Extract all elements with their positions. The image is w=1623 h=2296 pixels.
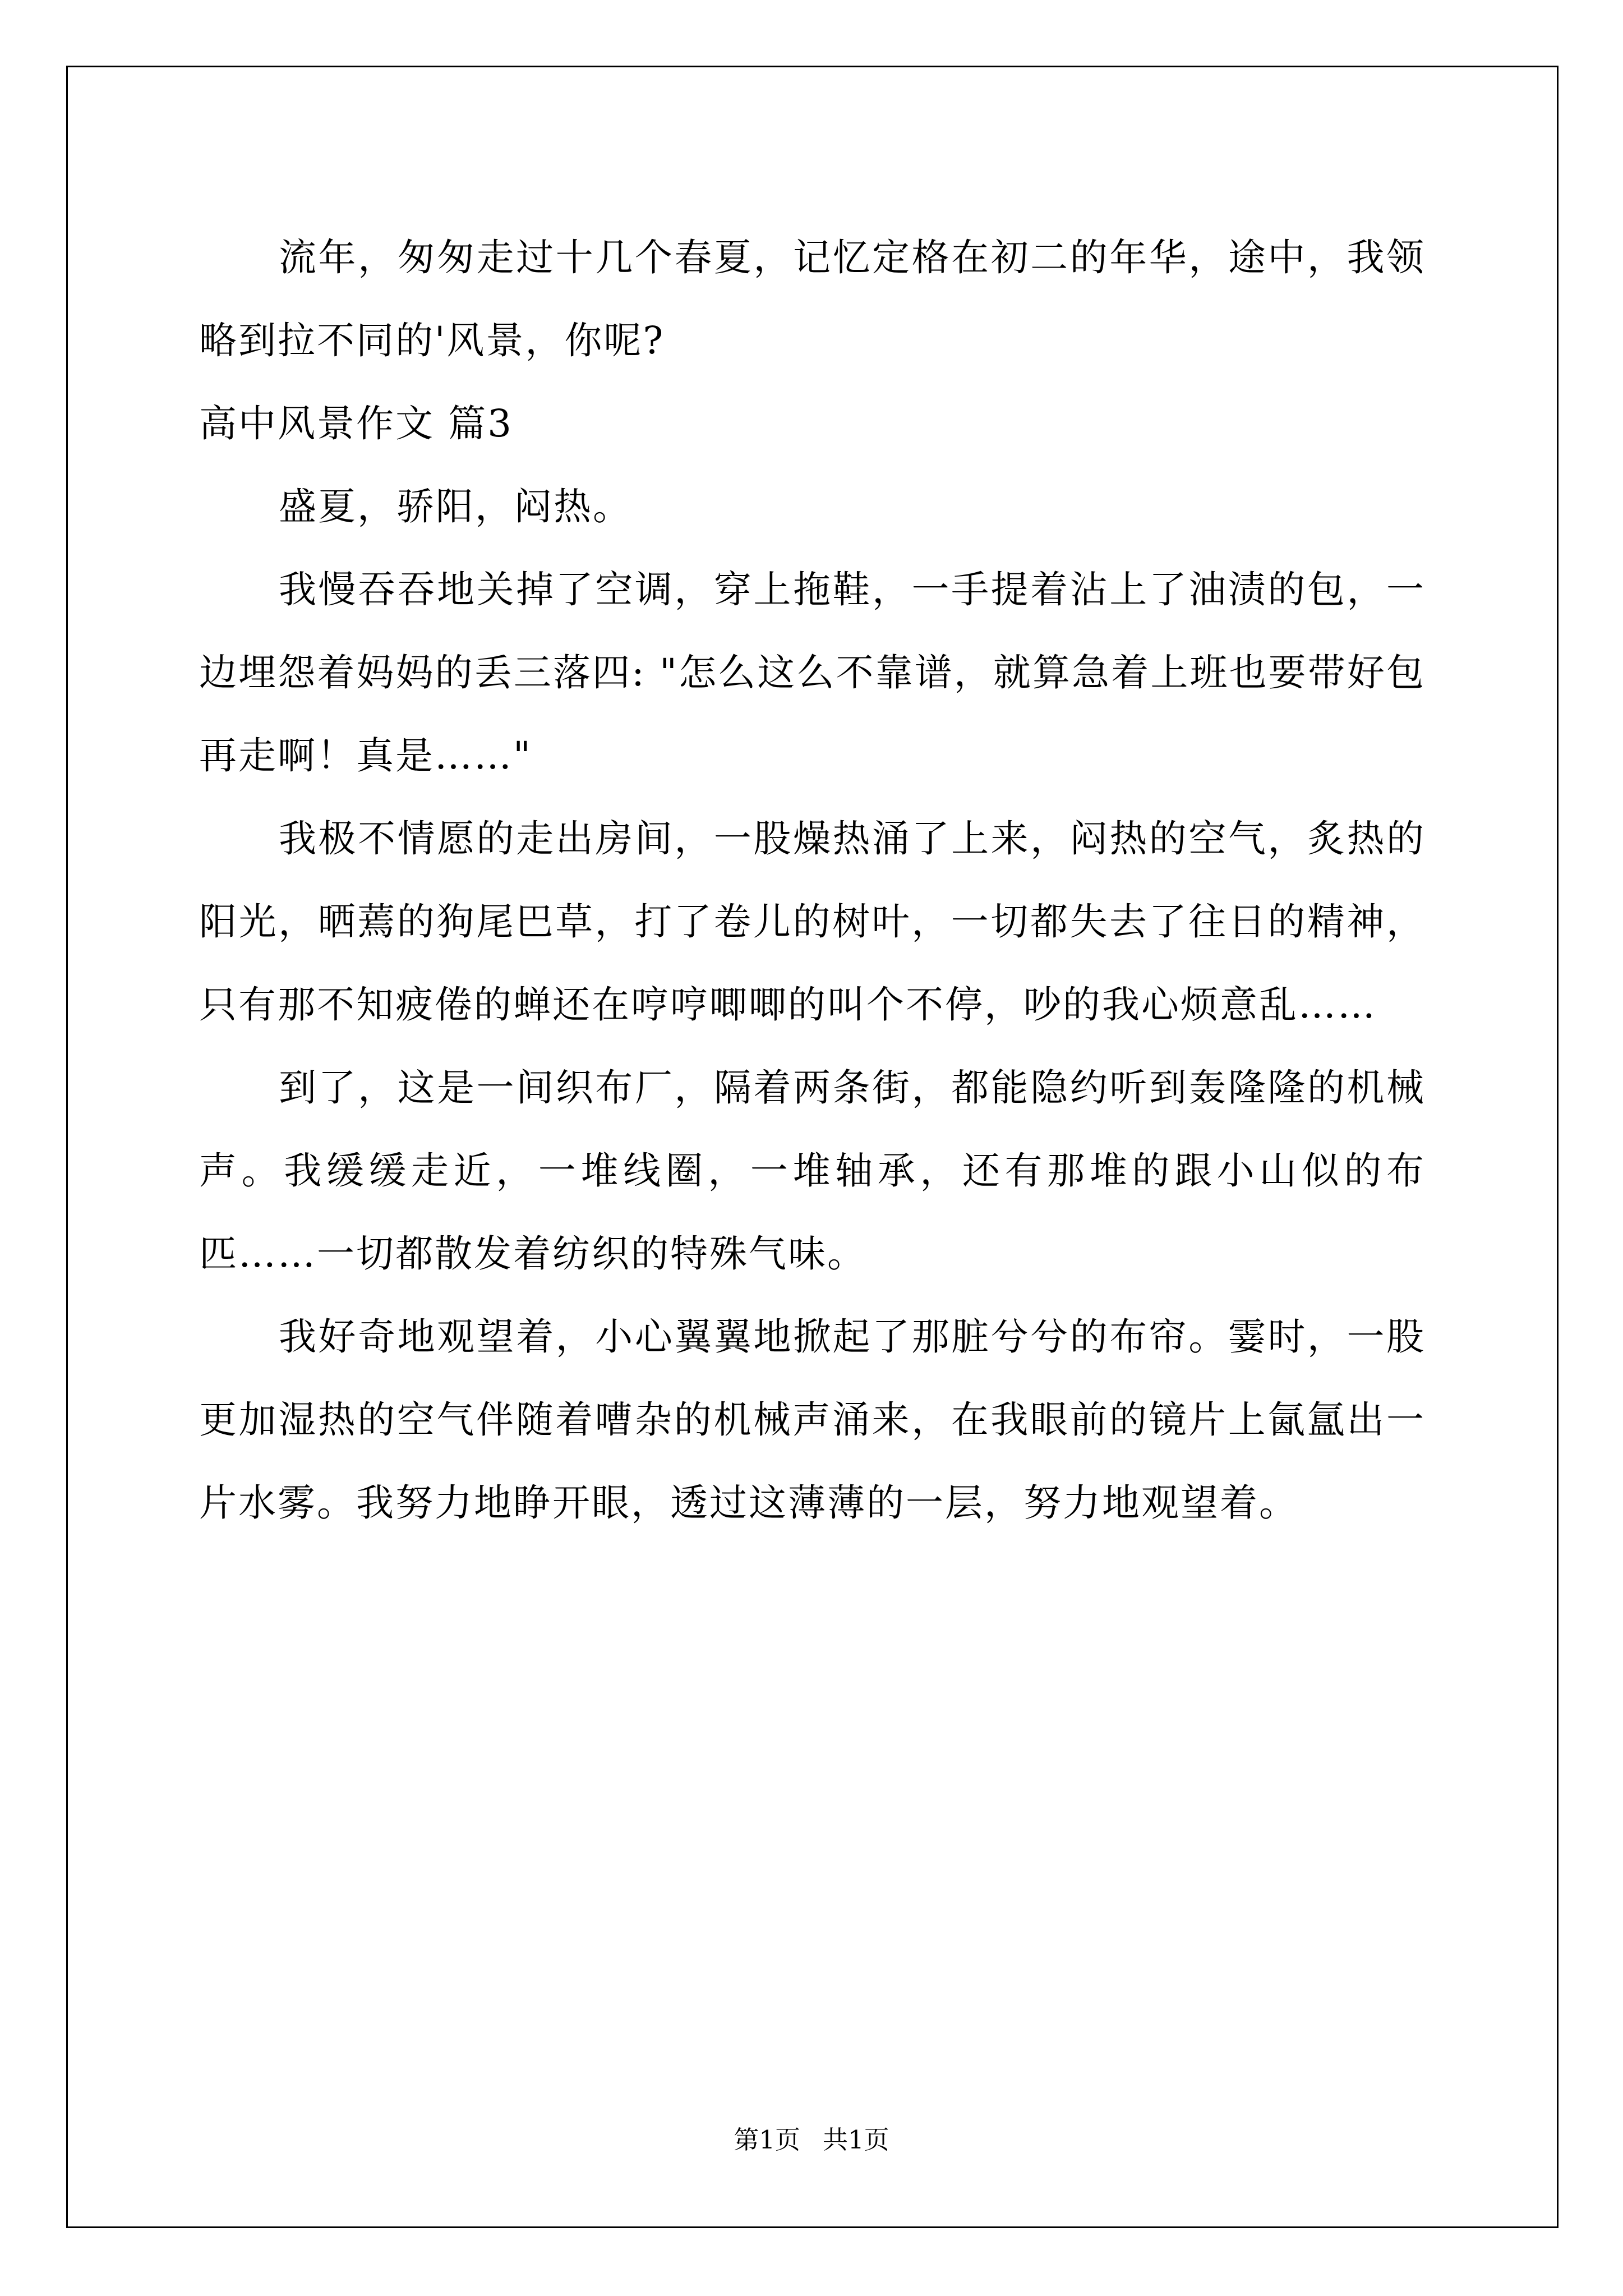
paragraph-complaint: 我慢吞吞地关掉了空调，穿上拖鞋，一手提着沾上了油渍的包，一边埋怨着妈妈的丢三落四: "怎么这么不靠谱，就算急着上班也要带好包再走啊！真是……" <box>199 568 1426 777</box>
document-body <box>199 216 1426 1544</box>
page-total: 共1页 <box>823 2125 889 2155</box>
section-heading: 高中风景作文 篇3 <box>199 402 513 445</box>
page-footer <box>0 2123 1623 2157</box>
paragraph-curtain: 我好奇地观望着，小心翼翼地掀起了那脏兮兮的布帘。霎时，一股更加湿热的空气伴随着嘈杂的机械声涌来，在我眼前的镜片上氤氲出一片水雾。我努力地睁开眼，透过这薄薄的一层，努力地观望着。 <box>199 1315 1426 1525</box>
paragraph-heat: 我极不情愿的走出房间，一股燥热涌了上来，闷热的空气，炙热的阳光，晒蔫的狗尾巴草，打了卷儿的树叶，一切都失去了往日的精神，只有那不知疲倦的蝉还在哼哼唧唧的叫个不停，吵的我心烦意乱…… <box>199 817 1426 1027</box>
paragraph-summer: 盛夏，骄阳，闷热。 <box>279 485 632 528</box>
paragraph-intro: 流年，匆匆走过十几个春夏，记忆定格在初二的年华，途中，我领略到拉不同的'风景，你呢? <box>199 236 1426 362</box>
page-number: 第1页 <box>734 2125 800 2155</box>
paragraph-factory: 到了，这是一间织布厂，隔着两条街，都能隐约听到轰隆隆的机械声。我缓缓走近，一堆线圈，一堆轴承，还有那堆的跟小山似的布匹……一切都散发着纺织的特殊气味。 <box>199 1066 1426 1276</box>
